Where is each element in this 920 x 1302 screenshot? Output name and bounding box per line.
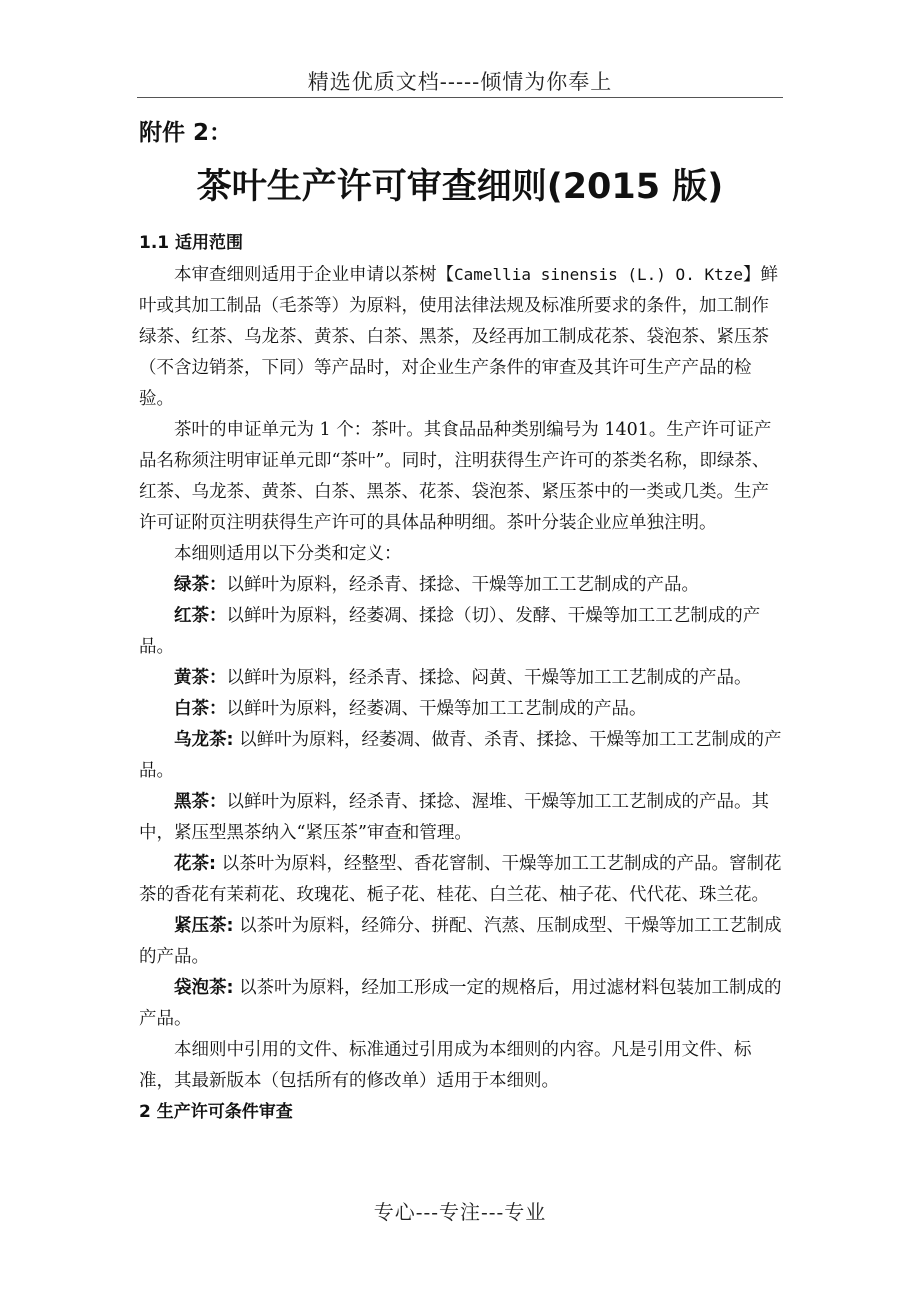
document-title: 茶叶生产许可审查细则(2015 版) <box>196 167 724 207</box>
definition-term: 红茶： <box>174 606 227 626</box>
definition-oolong-tea <box>139 725 783 787</box>
scope-p1-pre: 本审查细则适用于企业申请以茶树【 <box>174 265 454 285</box>
scope-p1-post: 】鲜叶或其加工制品（毛茶等）为原料，使用法律法规及标准所要求的条件，加工制作绿茶、红茶、乌龙茶、黄茶、白茶、黑茶，及经再加工制成花茶、袋泡茶、紧压茶（不含边销茶，下同）等产品时，对企业生产条件的审查及其许可生产产品的检验。 <box>139 265 778 409</box>
definition-text: 以茶叶为原料，经整型、香花窨制、干燥等加工工艺制成的产品。窨制花茶的香花有茉莉花、玫瑰花、栀子花、桂花、白兰花、柚子花、代代花、珠兰花。 <box>139 854 782 905</box>
scope-paragraph-2: 茶叶的申证单元为 1 个：茶叶。其食品品种类别编号为 1401。生产许可证产品名称须注明审证单元即“茶叶”。同时，注明获得生产许可的茶类名称，即绿茶、红茶、乌龙茶、黄茶、白茶、黑茶、花茶、袋泡茶、紧压茶中的一类或几类。生产许可证附页注明获得生产许可的具体品种明细。茶叶分装企业应单独注明。 <box>139 420 772 533</box>
definition-text: 以鲜叶为原料，经萎凋、揉捻（切）、发酵、干燥等加工工艺制成的产品。 <box>139 606 761 657</box>
scientific-name: Camellia sinensis (L.) O. Ktze <box>454 265 743 284</box>
definition-text: 以茶叶为原料，经筛分、拼配、汽蒸、压制成型、干燥等加工工艺制成的产品。 <box>139 916 782 967</box>
definition-term: 黑茶： <box>174 792 227 812</box>
definition-white-tea <box>139 694 783 725</box>
definition-term: 白茶： <box>174 699 227 719</box>
definition-teabag-tea <box>139 973 783 1035</box>
scope-paragraph-1 <box>139 259 783 415</box>
definition-term: 绿茶： <box>174 575 227 595</box>
definition-text: 以鲜叶为原料，经杀青、揉捻、闷黄、干燥等加工工艺制成的产品。 <box>226 668 752 688</box>
definition-text: 以鲜叶为原料，经萎凋、做青、杀青、揉捻、干燥等加工工艺制成的产品。 <box>139 730 782 781</box>
definition-term: 乌龙茶: <box>174 730 234 750</box>
attachment-label: 附件 2： <box>139 120 233 146</box>
section-heading-conditions: 2 生产许可条件审查 <box>139 1102 293 1122</box>
header-divider <box>137 97 783 98</box>
definition-text: 以鲜叶为原料，经杀青、揉捻、干燥等加工工艺制成的产品。 <box>226 575 699 595</box>
page-footer: 专心---专注---专业 <box>373 1200 547 1224</box>
definition-text: 以鲜叶为原料，经杀青、揉捻、渥堆、干燥等加工工艺制成的产品。其中，紧压型黑茶纳入“紧压茶”审查和管理。 <box>139 792 769 843</box>
definition-yellow-tea <box>139 663 783 694</box>
page-header: 精选优质文档-----倾情为你奉上 <box>307 70 613 94</box>
definition-text: 以鲜叶为原料，经萎凋、干燥等加工工艺制成的产品。 <box>226 699 647 719</box>
definition-text: 以茶叶为原料，经加工形成一定的规格后，用过滤材料包装加工制成的产品。 <box>139 978 782 1029</box>
definition-green-tea <box>139 570 783 601</box>
closing-paragraph: 本细则中引用的文件、标准通过引用成为本细则的内容。凡是引用文件、标准，其最新版本（包括所有的修改单）适用于本细则。 <box>139 1040 752 1091</box>
definition-term: 袋泡茶: <box>174 978 234 998</box>
definition-term: 紧压茶: <box>174 916 234 936</box>
definition-term: 花茶: <box>174 854 216 874</box>
document-body <box>139 228 783 1128</box>
definition-term: 黄茶： <box>174 668 227 688</box>
section-heading-scope: 1.1 适用范围 <box>139 233 244 253</box>
definition-scented-tea <box>139 849 783 911</box>
definition-compressed-tea <box>139 911 783 973</box>
scope-paragraph-3: 本细则适用以下分类和定义： <box>174 544 402 564</box>
definition-dark-tea <box>139 787 783 849</box>
definition-black-tea <box>139 601 783 663</box>
